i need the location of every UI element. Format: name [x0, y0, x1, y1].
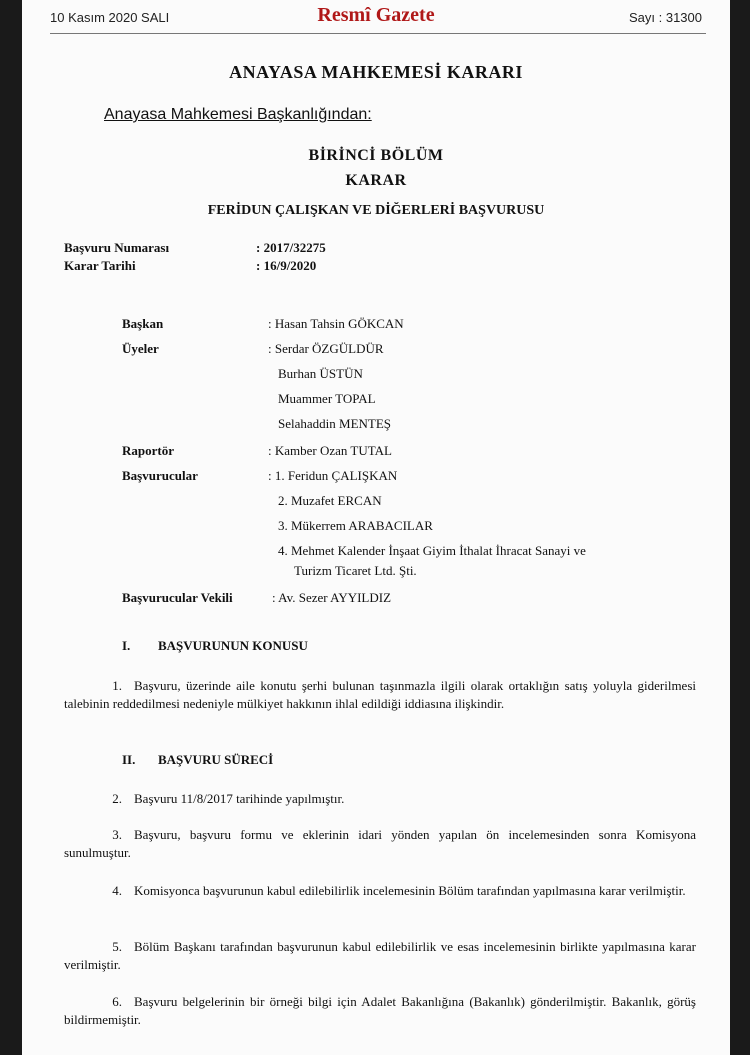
paragraph-text: Komisyonca başvurunun kabul edilebilirlik incelemesinin Bölüm tarafından yapılmasına karar verilmiştir.: [134, 883, 686, 898]
application-number-row: [64, 240, 326, 256]
gazette-page: [22, 0, 730, 1055]
rapporteur-label: Raportör: [122, 443, 174, 458]
applicant-name-line: Turizm Ticaret Ltd. Şti.: [294, 563, 417, 578]
issue-date: 10 Kasım 2020 SALI: [50, 10, 170, 25]
paragraph: [64, 882, 696, 900]
chamber-title: BİRİNCİ BÖLÜM: [308, 147, 444, 164]
paragraph-text: Bölüm Başkanı tarafından başvurunun kabul edilebilirlik ve esas incelemesinin birlikte yapılmasına karar verilmiştir.: [64, 939, 696, 972]
paragraph: [64, 826, 696, 862]
paragraph-number: 3.: [112, 827, 122, 842]
paragraph-number: 2.: [112, 791, 122, 806]
section-heading-number: II.: [122, 752, 136, 767]
paragraph-text: Başvuru belgelerinin bir örneği bilgi için Adalet Bakanlığına (Bakanlık) gönderilmiştir. Bakanlık, görüş bildirmemiştir.: [64, 994, 696, 1027]
decision-date-row: [64, 258, 316, 274]
section-heading-text: BAŞVURUNUN KONUSU: [158, 638, 308, 653]
counsel-label: Başvurucular Vekili: [122, 590, 233, 605]
applicant-name: : 1. Feridun ÇALIŞKAN: [268, 468, 398, 483]
issuer-line: Anayasa Mahkemesi Başkanlığından:: [104, 106, 372, 123]
section-heading-number: I.: [122, 638, 131, 653]
paragraph-number: 4.: [112, 883, 122, 898]
paragraph-text: Başvuru, üzerinde aile konutu şerhi bulunan taşınmazla ilgili olarak ortaklığın satış yoluyla giderilmesi talebinin reddedilmesi nedeniyle mülkiyet hakkının ihlal edildiği iddiasına ilişkindir.: [64, 678, 696, 711]
member-name: Muammer TOPAL: [278, 391, 376, 406]
paragraph-number: 1.: [112, 678, 122, 693]
president-value: : Hasan Tahsin GÖKCAN: [268, 316, 404, 331]
paragraph: [64, 993, 696, 1029]
paragraph-text: Başvuru, başvuru formu ve eklerinin idari yönden yapılan ön incelemesinden sonra Komisyona sunulmuştur.: [64, 827, 696, 860]
members-label: Üyeler: [122, 341, 159, 356]
member-name: Selahaddin MENTEŞ: [278, 416, 392, 431]
section-heading: [122, 752, 273, 768]
applicant-name-line: 4. Mehmet Kalender İnşaat Giyim İthalat İhracat Sanayi ve: [278, 543, 586, 558]
rapporteur-value: : Kamber Ozan TUTAL: [268, 443, 392, 458]
paragraph: [64, 677, 696, 713]
paragraph-number: 5.: [112, 939, 122, 954]
applicant-name: 3. Mükerrem ARABACILAR: [278, 518, 433, 533]
decision-title: KARAR: [345, 172, 407, 189]
header-divider: [50, 33, 706, 34]
section-heading: [122, 638, 308, 654]
paragraph: [64, 790, 696, 808]
page-header: [50, 4, 702, 34]
paragraph-text: Başvuru 11/8/2017 tarihinde yapılmıştır.: [134, 791, 345, 806]
decision-date-label: Karar Tarihi: [64, 258, 136, 273]
case-name: FERİDUN ÇALIŞKAN VE DİĞERLERİ BAŞVURUSU: [207, 203, 545, 218]
president-label: Başkan: [122, 316, 164, 331]
applicant-name: [278, 541, 698, 581]
gazette-title: Resmî Gazete: [317, 4, 435, 26]
member-name: : Serdar ÖZGÜLDÜR: [268, 341, 384, 356]
application-number-label: Başvuru Numarası: [64, 240, 170, 255]
applicants-label: Başvurucular: [122, 468, 198, 483]
applicant-name: 2. Muzafet ERCAN: [278, 493, 382, 508]
issue-number: Sayı : 31300: [629, 10, 702, 25]
paragraph: [64, 938, 696, 974]
member-name: Burhan ÜSTÜN: [278, 366, 363, 381]
document-title: ANAYASA MAHKEMESİ KARARI: [229, 62, 523, 82]
application-number-value: : 2017/32275: [256, 240, 326, 255]
counsel-value: : Av. Sezer AYYILDIZ: [272, 590, 392, 605]
paragraph-number: 6.: [112, 994, 122, 1009]
decision-date-value: : 16/9/2020: [256, 258, 317, 273]
section-heading-text: BAŞVURU SÜRECİ: [158, 752, 274, 767]
